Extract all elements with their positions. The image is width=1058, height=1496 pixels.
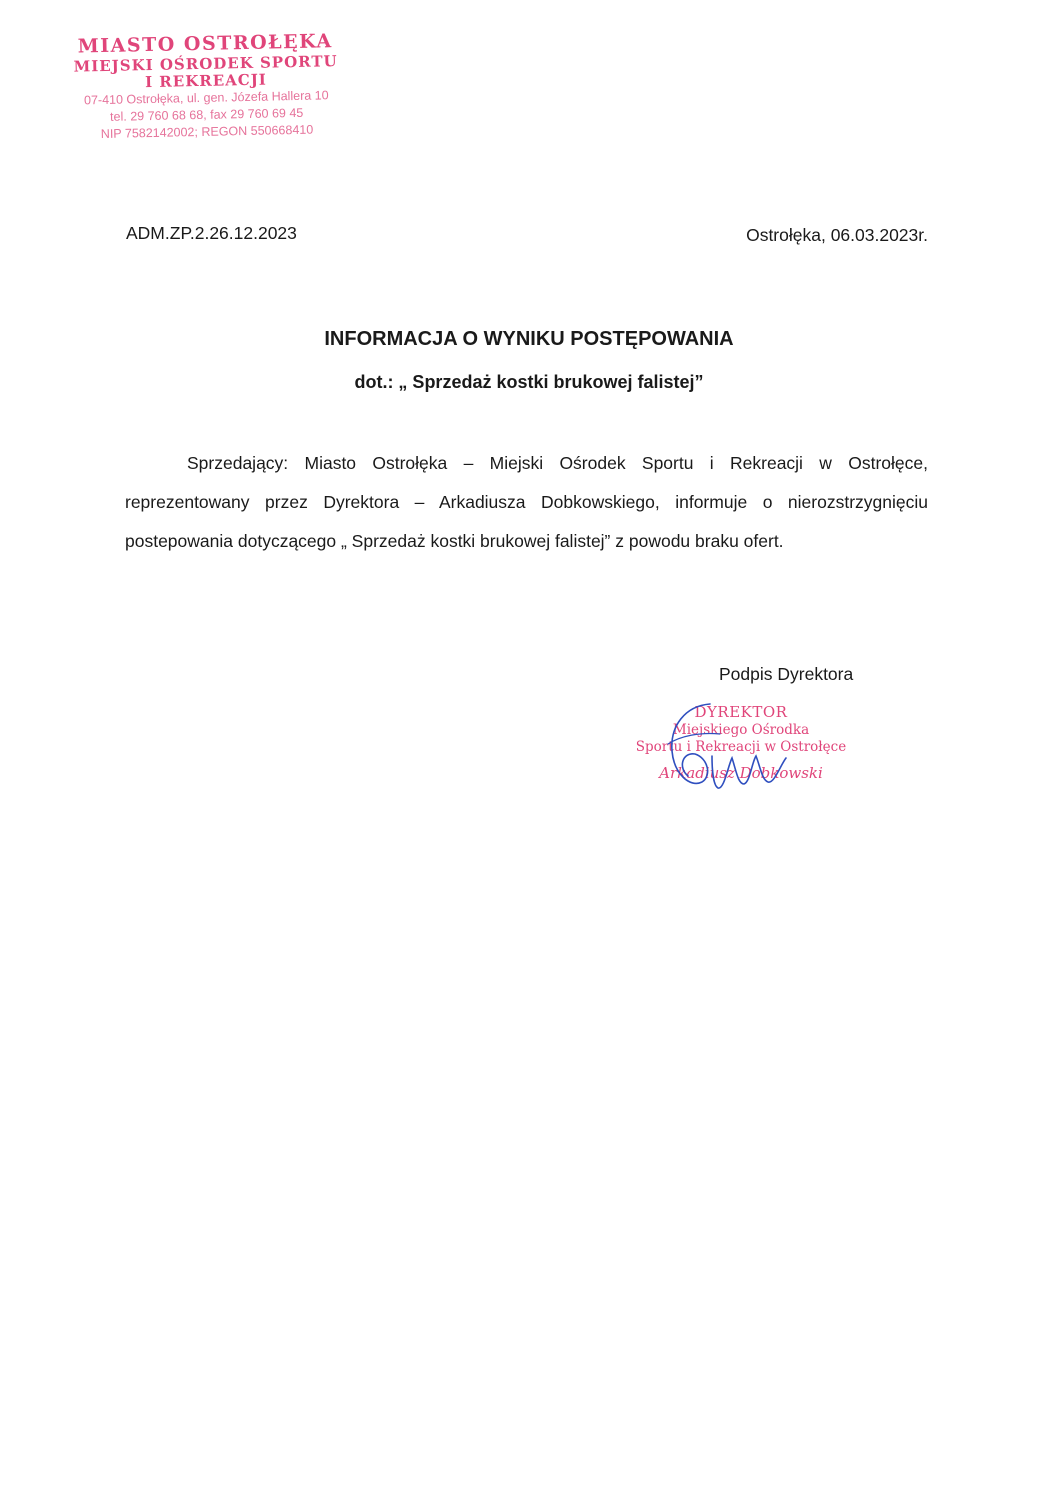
institution-stamp [55, 30, 357, 144]
document-subtitle: dot.: „ Sprzedaż kostki brukowej falistej” [354, 372, 704, 392]
stamp-institution-cont: I REKREACJI [144, 70, 268, 92]
stamp-city: MIASTO OSTROŁĘKA [77, 30, 333, 58]
document-date: Ostrołęka, 06.03.2023r. [746, 225, 928, 245]
director-stamp-title: DYREKTOR [694, 703, 788, 721]
stamp-ids: NIP 7582142002; REGON 550668410 [100, 122, 314, 142]
body-paragraph [125, 444, 928, 561]
handwritten-signature [640, 696, 840, 806]
signature-label: Podpis Dyrektora [719, 664, 854, 684]
stamp-address: 07-410 Ostrołęka, ul. gen. Józefa Hallera 10 [83, 88, 329, 108]
director-stamp-line3: Sportu i Rekreacji w Ostrołęce [635, 739, 847, 755]
body-text: Sprzedający: Miasto Ostrołęka – Miejski Ośrodek Sportu i Rekreacji w Ostrołęce, reprezentowany przez Dyrektora – Arkadiusza Dobkowskiego, informuje o nierozstrzygnięciu postepowania dotyczącego „ Sprzedaż kostki brukowej falistej” z powodu braku ofert. [125, 453, 928, 551]
director-stamp-name: Arkadiusz Dobkowski [659, 764, 823, 782]
reference-number: ADM.ZP.2.26.12.2023 [126, 223, 297, 243]
stamp-institution: MIEJSKI OŚRODEK SPORTU [73, 52, 338, 76]
document-title: INFORMACJA O WYNIKU POSTĘPOWANIA [324, 328, 734, 350]
director-stamp-line2: Miejskiego Ośrodka [672, 722, 810, 738]
stamp-phone: tel. 29 760 68 68, fax 29 760 69 45 [109, 105, 304, 124]
